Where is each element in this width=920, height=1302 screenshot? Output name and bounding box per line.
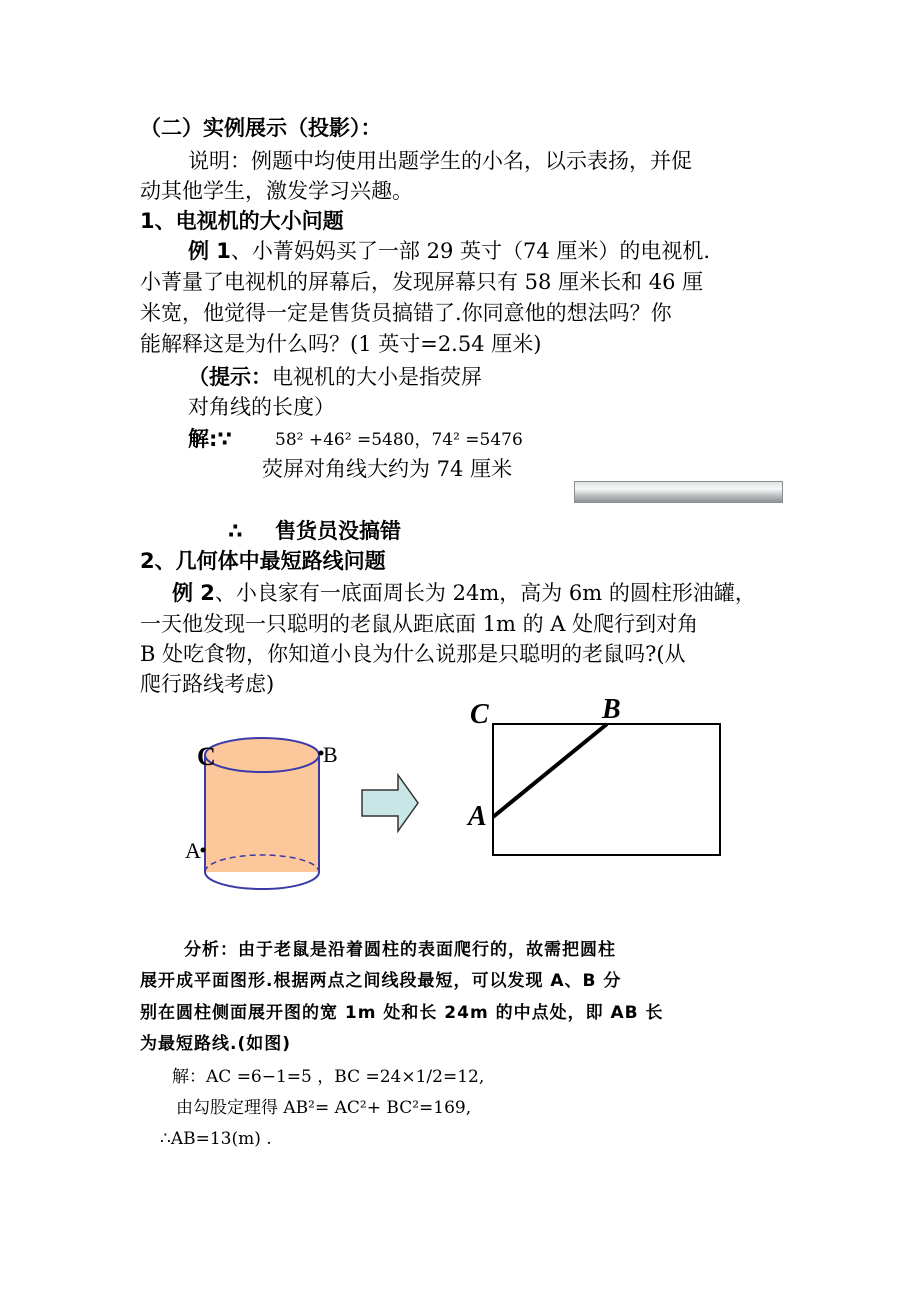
problem1-line-4: 能解释这是为什么吗？(1 英寸=2.54 厘米) xyxy=(140,332,542,356)
problem1-line-2: 小菁量了电视机的屏幕后，发现屏幕只有 58 厘米长和 46 厘 xyxy=(140,270,704,294)
shortest-path-ab xyxy=(493,724,607,817)
conclusion-text: 售货员没搞错 xyxy=(275,519,401,543)
rect-label-b: B xyxy=(602,694,621,725)
section-title: （二）实例展示（投影）： xyxy=(140,116,382,140)
solution2-line-2: 由勾股定理得 AB²= AC²+ BC²=169, xyxy=(176,1098,472,1118)
rect-label-a: A xyxy=(468,801,487,832)
cylinder-label-c: C xyxy=(197,742,216,771)
solution1-label: 解:∵ xyxy=(188,427,233,451)
cylinder-label-a: A xyxy=(185,838,201,863)
intro-line-2: 动其他学生，激发学习兴趣。 xyxy=(140,179,413,203)
cylinder-label-b: B xyxy=(323,742,338,767)
problem2-line-3: B 处吃食物，你知道小良为什么说那是只聪明的老鼠吗?(从 xyxy=(140,642,686,666)
therefore-symbol: ∴ xyxy=(228,519,243,543)
problem2-line-1: 例 2、小良家有一底面周长为 24m，高为 6m 的圆柱形油罐， xyxy=(172,581,756,605)
problem1-line-3: 米宽，他觉得一定是售货员搞错了.你同意他的想法吗？你 xyxy=(140,301,672,325)
solution1-diagonal: 荧屏对角线大约为 74 厘米 xyxy=(262,457,513,481)
example2-label: 例 2 xyxy=(172,581,215,605)
example1-label: 例 1 xyxy=(188,239,231,263)
hint-label: （提示： xyxy=(188,365,272,389)
analysis-line-1: 分析：由于老鼠是沿着圆柱的表面爬行的，故需把圆柱 xyxy=(184,940,616,960)
cylinder-point-a xyxy=(201,848,206,853)
solution2-line-1: 解：AC =6−1=5 ，BC =24×1/2=12, xyxy=(172,1067,485,1087)
intro-line-1: 说明：例题中均使用出题学生的小名，以示表扬，并促 xyxy=(188,149,692,173)
solution2-line-3: ∴AB=13(m) . xyxy=(160,1129,272,1149)
unroll-arrow xyxy=(362,775,418,831)
cylinder xyxy=(205,738,319,889)
hint-line-2: 对角线的长度） xyxy=(188,395,335,419)
problem1-heading: 1、电视机的大小问题 xyxy=(140,209,344,233)
hint-line-1: （提示：电视机的大小是指荧屏 xyxy=(188,365,482,389)
problem2-line-2: 一天他发现一只聪明的老鼠从距底面 1m 的 A 处爬行到对角 xyxy=(140,612,699,636)
analysis-line-4: 为最短路线.(如图) xyxy=(140,1034,291,1054)
solution1-calc: 58² +46² =5480，74² =5476 xyxy=(275,430,523,450)
problem1-line-1: 例 1、小菁妈妈买了一部 29 英寸（74 厘米）的电视机. xyxy=(188,239,711,263)
analysis-line-3: 别在圆柱侧面展开图的宽 1m 处和长 24m 的中点处，即 AB 长 xyxy=(140,1003,664,1023)
problem2-line-4: 爬行路线考虑) xyxy=(140,672,275,696)
problem2-heading: 2、几何体中最短路线问题 xyxy=(140,549,386,573)
analysis-line-2: 展开成平面图形.根据两点之间线段最短，可以发现 A、B 分 xyxy=(140,971,622,991)
rect-label-c: C xyxy=(470,699,489,730)
